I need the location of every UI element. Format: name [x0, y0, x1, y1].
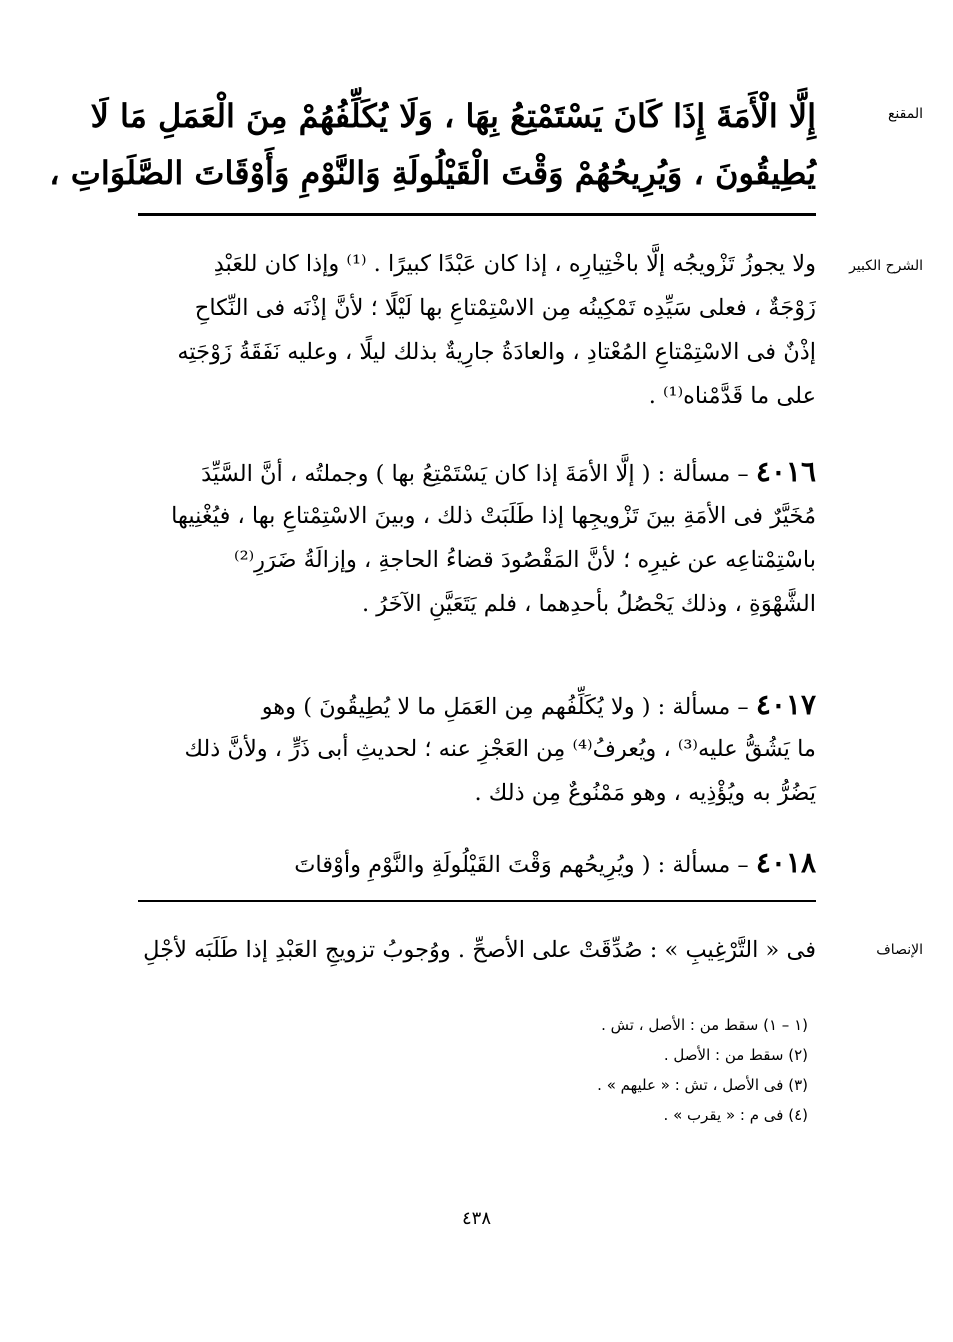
insaf-text [138, 928, 816, 972]
masala-line: ما يَشُقُّ عليه⁽³⁾ ، ويُعرفُ⁽⁴⁾ مِن العَجْزِ عنه ؛ لحديثِ أبى ذَرٍّ ، ولأنَّ ذلك [184, 736, 816, 762]
masala-4016 [138, 450, 816, 626]
masala-line: مُخَيَّرٌ فى الأمَةِ بينَ تَزْويجِها إذا طَلَبَتْ ذلك ، وبينَ الاسْتِمْتاعِ بها ، فيُغْنِيها [171, 503, 816, 529]
masala-line: باسْتِمْتاعِه عن غيرِه ؛ لأنَّ المَقْصُودَ قضاءُ الحاجةِ ، وإزالَةُ ضَرَرِ⁽²⁾ [234, 547, 816, 573]
sharh-label: الشرح الكبير [849, 258, 923, 274]
footnote: (٣) فى الأصل ، تش : « عليهم » . [597, 1076, 808, 1094]
masala-number: ٤٠١٨ [755, 846, 816, 879]
sharh-line: إذْنٌ فى الاسْتِمْتاعِ المُعْتادِ ، والعادَةُ جارِيةٌ بذلك ليلًا ، وعليه نَفَقَةُ زَوْجَتِه [177, 339, 816, 365]
masala-line: ٤٠١٦ – مسألة : ( إلَّا الأمَةَ إذا كان يَسْتَمْتِعُ بها ) وجملتُه ، أنَّ السَّيِّدَ [201, 455, 816, 488]
sharh-line: زَوْجَةٌ ، فعلى سَيِّدِه تَمْكِينُه مِن الاسْتِمْتاعِ بها لَيْلًا ؛ لأنَّ إذْنَه فى النِّكاحِ [194, 295, 816, 321]
masala-line: الشَّهْوَةِ ، وذلك يَحْصُلُ بأحدِهما ، فلم يَتَعَيَّنِ الآخَرُ . [361, 591, 816, 617]
divider-thin [138, 900, 816, 902]
muqni-label: المقنع [887, 106, 923, 122]
sharh-intro [138, 242, 816, 418]
page-number: ٤٣٨ [461, 1208, 491, 1229]
sharh-line: على ما قَدَّمْناه⁽¹⁾ . [648, 383, 816, 409]
footnote: (٤) فى م : « يقرب » . [663, 1106, 808, 1124]
masala-number: ٤٠١٧ [755, 688, 816, 721]
insaf-line: فى « التَّرْغِيبِ » : صُدِّقَتْ على الأصحِّ . ووُجوبُ تزويجِ العَبْدِ إذا طَلَبَه لأجْلِ [143, 937, 816, 963]
muqni-line: يُطِيقُونَ ، وَيُرِيحُهُمْ وَقْتَ الْقَيْلُولَةِ وَالنَّوْمِ وَأَوْقَاتَ الصَّلَوَاتِ ، [49, 154, 816, 192]
insaf-label: الإنصاف [876, 942, 923, 958]
divider-thick [138, 213, 816, 216]
masala-4018 [138, 841, 816, 885]
muqni-line: إِلَّا الْأَمَةَ إِذَا كَانَ يَسْتَمْتِعُ بِهَا ، وَلَا يُكَلِّفُهُمْ مِنَ الْعَمَلِ مَا لَا [90, 97, 816, 135]
masala-number: ٤٠١٦ [755, 455, 816, 488]
masala-line: ٤٠١٧ – مسألة : ( ولا يُكَلِّفُهم مِن العَمَلِ ما لا يُطِيقُونَ ) وهو [261, 688, 816, 721]
sharh-line: ولا يجوزُ تَزْويجُه إلَّا باخْتِيارِه ، إذا كان عَبْدًا كبيرًا . ⁽¹⁾ وإذا كان للعَبْدِ [213, 251, 816, 277]
muqni-text [49, 88, 816, 202]
masala-line: ٤٠١٨ – مسألة : ( ويُرِيحُهم وَقْتَ القَيْلُولَةِ والنَّوْمِ وأوْقاتَ [294, 846, 816, 879]
footnote: (١ – ١) سقط من : الأصل ، تش . [601, 1016, 808, 1034]
footnotes [597, 1010, 808, 1130]
footnote: (٢) سقط من : الأصل . [663, 1046, 808, 1064]
masala-4017 [138, 683, 816, 815]
masala-line: يَضُرُّ به ويُؤْذِيه ، وهو مَمْنُوعٌ مِن ذلك . [474, 780, 816, 806]
